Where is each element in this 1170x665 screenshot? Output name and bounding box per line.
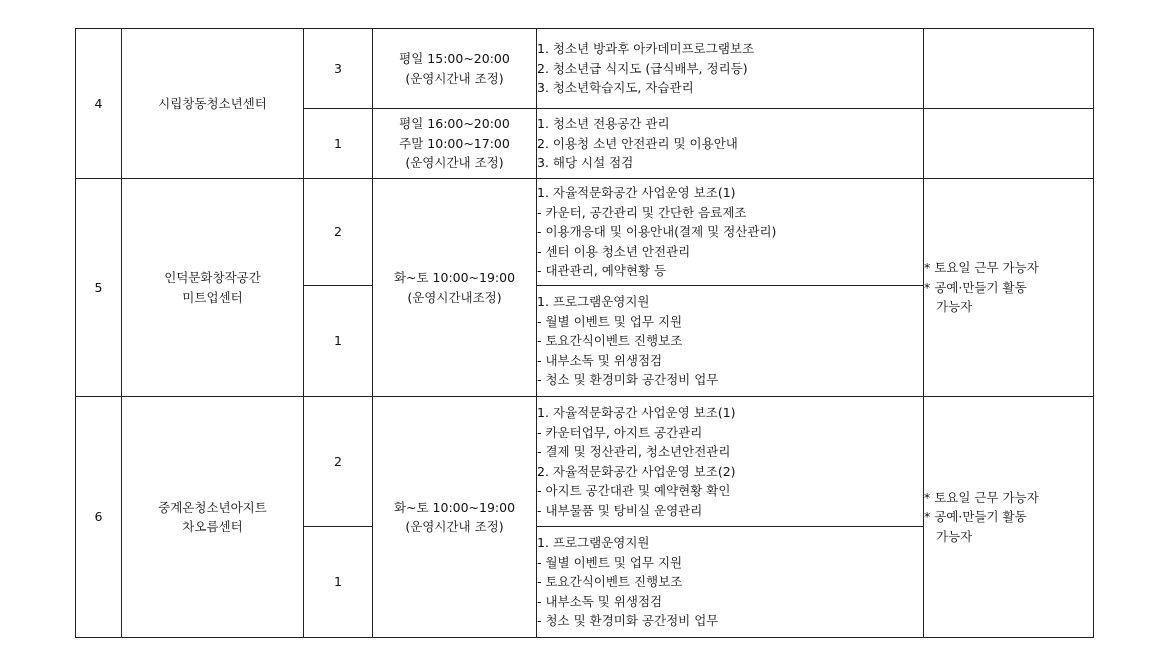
work-hours: 화~토 10:00~19:00 (운영시간내조정)	[373, 179, 537, 397]
volunteer-duty-table	[75, 28, 1094, 638]
row-number: 4	[76, 29, 122, 179]
table-row	[76, 179, 1094, 286]
staff-count: 2	[304, 397, 373, 527]
staff-count: 2	[304, 179, 373, 286]
duty-list: 1. 프로그램운영지원 - 월별 이벤트 및 업무 지원 - 토요간식이벤트 진행보조 - 내부소독 및 위생점검 - 청소 및 환경미화 공간정비 업무	[537, 527, 924, 638]
work-hours: 화~토 10:00~19:00 (운영시간내 조정)	[373, 397, 537, 638]
note-cell	[924, 109, 1094, 179]
center-name: 시립창동청소년센터	[122, 29, 304, 179]
table-row	[76, 29, 1094, 109]
duty-list: 1. 청소년 방과후 아카데미프로그램보조 2. 청소년급 식지도 (급식배부, 정리등) 3. 청소년학습지도, 자습관리	[537, 29, 924, 109]
staff-count: 3	[304, 29, 373, 109]
duty-list: 1. 프로그램운영지원 - 월별 이벤트 및 업무 지원 - 토요간식이벤트 진행보조 - 내부소독 및 위생점검 - 청소 및 환경미화 공간정비 업무	[537, 286, 924, 397]
center-name: 중계온청소년아지트 차오름센터	[122, 397, 304, 638]
note-cell	[924, 29, 1094, 109]
center-name: 인덕문화창작공간 미트업센터	[122, 179, 304, 397]
duty-list: 1. 자율적문화공간 사업운영 보조(1) - 카운터업무, 아지트 공간관리 - 결제 및 정산관리, 청소년안전관리 2. 자율적문화공간 사업운영 보조(2) - 아지트 공간대관 및 예약현황 확인 - 내부물품 및 탕비실 운영관리	[537, 397, 924, 527]
work-hours: 평일 15:00~20:00 (운영시간내 조정)	[373, 29, 537, 109]
table-row	[76, 397, 1094, 527]
row-number: 5	[76, 179, 122, 397]
note-cell: * 토요일 근무 가능자 * 공예·만들기 활동 가능자	[924, 397, 1094, 638]
duty-list: 1. 청소년 전용공간 관리 2. 이용청 소년 안전관리 및 이용안내 3. 해당 시설 점검	[537, 109, 924, 179]
row-number: 6	[76, 397, 122, 638]
staff-count: 1	[304, 286, 373, 397]
note-cell: * 토요일 근무 가능자 * 공예·만들기 활동 가능자	[924, 179, 1094, 397]
staff-count: 1	[304, 109, 373, 179]
work-hours: 평일 16:00~20:00 주말 10:00~17:00 (운영시간내 조정)	[373, 109, 537, 179]
duty-list: 1. 자율적문화공간 사업운영 보조(1) - 카운터, 공간관리 및 간단한 음료제조 - 이용개응대 및 이용안내(결제 및 정산관리) - 센터 이용 청소년 안전관리 - 대관관리, 예약현황 등	[537, 179, 924, 286]
staff-count: 1	[304, 527, 373, 638]
